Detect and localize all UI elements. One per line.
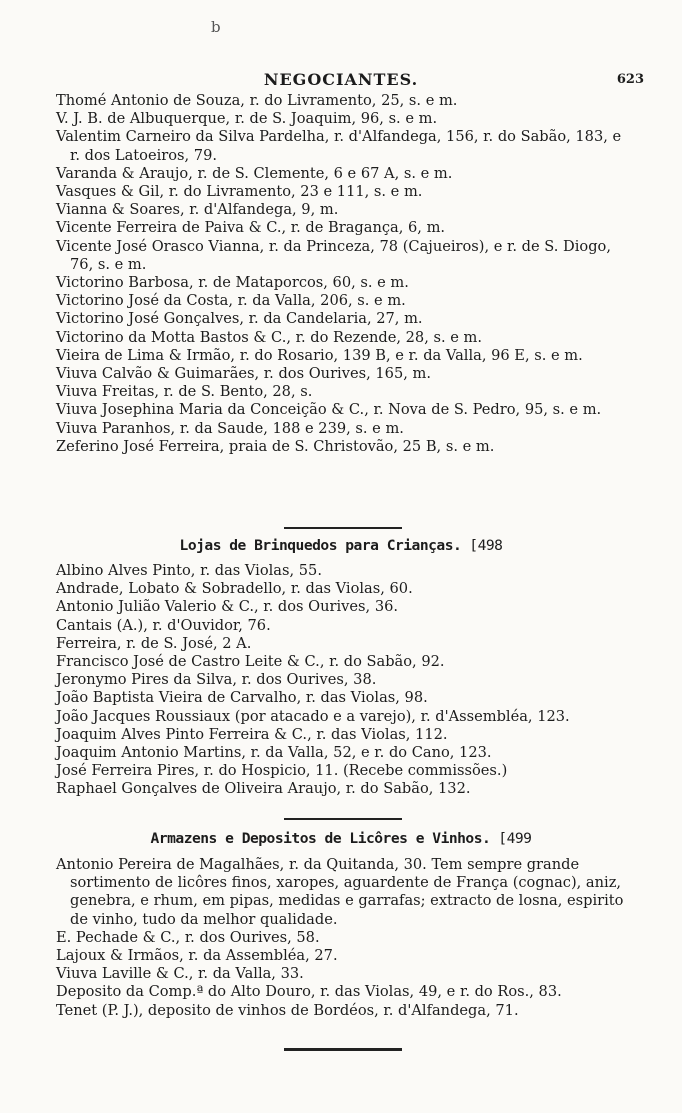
list-item: Antonio Pereira de Magalhães, r. da Quitanda, 30. Tem sempre grande sortimento de licôres finos, xaropes, aguardente de França (cognac), aniz, genebra, e rhum, em pipas, medidas e garrafas; extracto de losna, espirito de vinho, tudo da melhor qualidade.: [56, 856, 624, 928]
merchant-list: [56, 92, 634, 456]
list-item: Joaquim Alves Pinto Ferreira & C., r. das Violas, 112.: [56, 725, 448, 743]
list-item: Viuva Freitas, r. de S. Bento, 28, s.: [56, 383, 313, 401]
section-title-toy-shops: [0, 537, 682, 554]
section-title-text: Lojas de Brinquedos para Crianças.: [179, 537, 462, 554]
list-item: João Jacques Roussiaux (por atacado e a varejo), r. d'Assembléa, 123.: [56, 707, 570, 725]
list-item: Viuva Paranhos, r. da Saude, 188 e 239, s. e m.: [56, 419, 404, 437]
list-item: José Ferreira Pires, r. do Hospicio, 11. (Recebe commissões.): [56, 762, 508, 780]
list-item: Victorino José Gonçalves, r. da Candelaria, 27, m.: [56, 310, 423, 328]
list-item: Andrade, Lobato & Sobradello, r. das Violas, 60.: [56, 580, 413, 598]
list-item: E. Pechade & C., r. dos Ourives, 58.: [56, 928, 320, 946]
list-item: Vianna & Soares, r. d'Alfandega, 9, m.: [56, 201, 339, 219]
list-item: Antonio Julião Valerio & C., r. dos Ourives, 36.: [56, 598, 399, 616]
section-divider: [284, 818, 402, 820]
section-number: [498: [469, 537, 503, 554]
page-number: 623: [616, 72, 644, 87]
list-item: Tenet (P. J.), deposito de vinhos de Bordéos, r. d'Alfandega, 71.: [56, 1001, 519, 1019]
list-item: Zeferino José Ferreira, praia de S. Christovão, 25 B, s. e m.: [56, 437, 495, 455]
list-item: Thomé Antonio de Souza, r. do Livramento, 25, s. e m.: [56, 92, 458, 109]
list-item: Vieira de Lima & Irmão, r. do Rosario, 139 B, e r. da Valla, 96 E, s. e m.: [56, 346, 583, 364]
running-header-title: NEGOCIANTES.: [263, 70, 419, 89]
list-item: Lajoux & Irmãos, r. da Assembléa, 27.: [56, 947, 338, 965]
list-item: Victorino José da Costa, r. da Valla, 206, s. e m.: [56, 292, 406, 310]
list-item: Joaquim Antonio Martins, r. da Valla, 52, e r. do Cano, 123.: [56, 744, 492, 762]
list-item: Victorino Barbosa, r. de Mataporcos, 60, s. e m.: [56, 274, 409, 292]
handwritten-mark: b: [211, 18, 221, 36]
list-item: Viuva Laville & C., r. da Valla, 33.: [56, 965, 304, 983]
list-item: Albino Alves Pinto, r. das Violas, 55.: [56, 562, 322, 579]
list-item: João Baptista Vieira de Carvalho, r. das Violas, 98.: [56, 689, 428, 707]
end-divider: [284, 1048, 402, 1051]
list-item: Viuva Josephina Maria da Conceição & C., r. Nova de S. Pedro, 95, s. e m.: [56, 401, 602, 419]
section-title-text: Armazens e Depositos de Licôres e Vinhos.: [150, 830, 491, 847]
list-item: Viuva Calvão & Guimarães, r. dos Ourives, 165, m.: [56, 365, 431, 383]
list-item: Vicente Ferreira de Paiva & C., r. de Bragança, 6, m.: [56, 219, 446, 237]
list-item: Cantais (A.), r. d'Ouvidor, 76.: [56, 616, 271, 634]
list-item: V. J. B. de Albuquerque, r. de S. Joaquim, 96, s. e m.: [56, 110, 438, 128]
list-item: Ferreira, r. de S. José, 2 A.: [56, 634, 252, 652]
section-divider: [284, 527, 402, 529]
list-item: Raphael Gonçalves de Oliveira Araujo, r. do Sabão, 132.: [56, 780, 471, 798]
list-item: Vicente José Orasco Vianna, r. da Princeza, 78 (Cajueiros), e r. de S. Diogo, 76, s. e m.: [56, 237, 611, 273]
liquor-depot-list: [56, 856, 634, 1020]
list-item: Francisco José de Castro Leite & C., r. do Sabão, 92.: [56, 653, 445, 671]
list-item: Deposito da Comp.ª do Alto Douro, r. das Violas, 49, e r. do Ros., 83.: [56, 983, 562, 1001]
list-item: Jeronymo Pires da Silva, r. dos Ourives, 38.: [56, 671, 377, 689]
list-item: Varanda & Araujo, r. de S. Clemente, 6 e 67 A, s. e m.: [56, 164, 453, 182]
list-item: Vasques & Gil, r. do Livramento, 23 e 111, s. e m.: [56, 183, 423, 201]
list-item: Victorino da Motta Bastos & C., r. do Rezende, 28, s. e m.: [56, 328, 482, 346]
section-title-liquor-depots: [0, 830, 682, 847]
list-item: Valentim Carneiro da Silva Pardelha, r. d'Alfandega, 156, r. do Sabão, 183, e r. dos Latoeiros, 79.: [56, 128, 622, 164]
toy-shop-list: [56, 562, 634, 799]
section-number: [499: [498, 830, 532, 847]
